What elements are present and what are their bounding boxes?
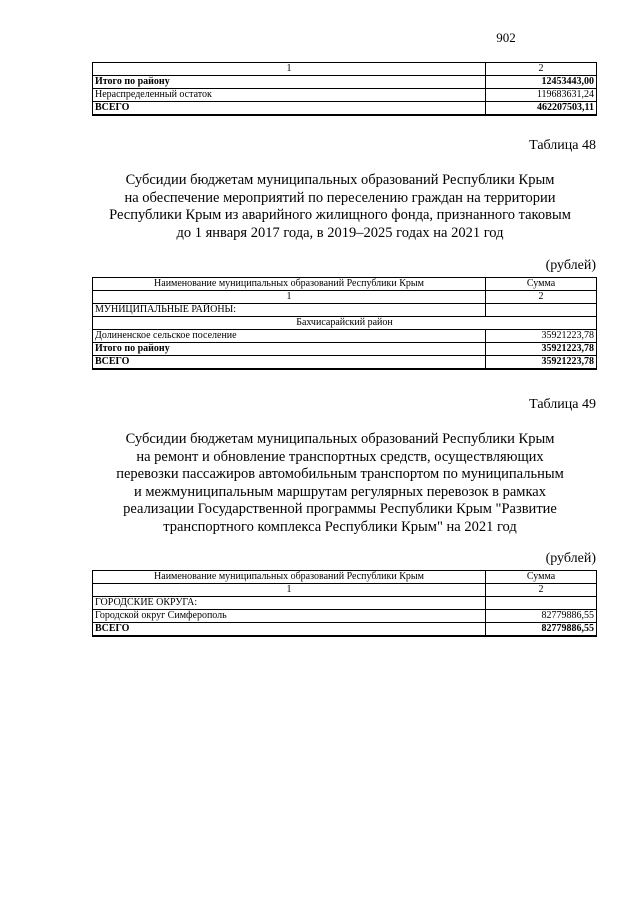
table-49-title — [70, 431, 610, 536]
table-row — [93, 89, 597, 102]
title-line: и межмуниципальным маршрутам регулярных перевозок в рамках — [133, 483, 546, 500]
title-line: на обеспечение мероприятий по переселению граждан на территории — [124, 189, 556, 206]
col-number-2: 2 — [486, 584, 597, 597]
section-label: ГОРОДСКИЕ ОКРУГА: — [93, 597, 486, 610]
table-header — [93, 571, 597, 584]
table-row — [93, 330, 597, 343]
table-48-label: Таблица 48 — [529, 138, 596, 153]
row-name: Долиненское сельское поселение — [93, 330, 486, 343]
row-sum: 462207503,11 — [486, 102, 597, 116]
title-line: на ремонт и обновление транспортных средств, осуществляющих — [136, 448, 544, 465]
table-header-numbers — [93, 291, 597, 304]
table-row — [93, 102, 597, 116]
row-name: ВСЕГО — [93, 102, 486, 116]
title-line: до 1 января 2017 года, в 2019–2025 годах на 2021 год — [176, 224, 504, 241]
table-row — [93, 343, 597, 356]
table-row — [93, 76, 597, 89]
row-sum: 82779886,55 — [486, 610, 597, 623]
table-row — [93, 356, 597, 370]
title-line: Субсидии бюджетам муниципальных образований Республики Крым — [125, 431, 555, 447]
table-header-numbers — [93, 584, 597, 597]
table-49-unit: (рублей) — [545, 551, 596, 566]
row-sum: 119683631,24 — [486, 89, 597, 102]
title-line: Субсидии бюджетам муниципальных образований Республики Крым — [125, 172, 555, 188]
row-name: ВСЕГО — [93, 623, 486, 637]
row-name: Итого по району — [93, 343, 486, 356]
row-sum: 35921223,78 — [486, 356, 597, 370]
row-sum: 35921223,78 — [486, 330, 597, 343]
col-header-name: Наименование муниципальных образований Республики Крым — [93, 278, 486, 291]
table-49-label: Таблица 49 — [529, 397, 596, 412]
table-48-unit: (рублей) — [545, 258, 596, 273]
table-continuation — [92, 62, 597, 116]
table-49 — [92, 570, 597, 637]
row-name: ВСЕГО — [93, 356, 486, 370]
table-header — [93, 278, 597, 291]
empty-cell — [486, 597, 597, 610]
row-sum: 82779886,55 — [486, 623, 597, 637]
col-header-sum: Сумма — [486, 278, 597, 291]
row-sum: 12453443,00 — [486, 76, 597, 89]
col-number-2: 2 — [486, 63, 597, 76]
title-line: реализации Государственной программы Республики Крым "Развитие — [123, 501, 557, 517]
col-header-name: Наименование муниципальных образований Республики Крым — [93, 571, 486, 584]
page-number: 902 — [496, 30, 516, 45]
row-name: Городской округ Симферополь — [93, 610, 486, 623]
title-line: Республики Крым из аварийного жилищного фонда, признанного таковым — [109, 207, 571, 223]
table-48-title — [70, 172, 610, 242]
col-number-1: 1 — [93, 63, 486, 76]
title-line: транспортного комплекса Республики Крым" на 2021 год — [163, 518, 517, 535]
col-number-1: 1 — [93, 291, 486, 304]
district-row — [93, 317, 597, 330]
title-line: перевозки пассажиров автомобильным транспортом по муниципальным — [116, 466, 564, 482]
table-row — [93, 623, 597, 637]
district-label: Бахчисарайский район — [93, 317, 597, 330]
row-sum: 35921223,78 — [486, 343, 597, 356]
row-name: Нераспределенный остаток — [93, 89, 486, 102]
row-name: Итого по району — [93, 76, 486, 89]
col-number-2: 2 — [486, 291, 597, 304]
section-row — [93, 304, 597, 317]
table-48 — [92, 277, 597, 370]
table-row — [93, 610, 597, 623]
col-number-1: 1 — [93, 584, 486, 597]
table-header-numbers — [93, 63, 597, 76]
empty-cell — [486, 304, 597, 317]
section-label: МУНИЦИПАЛЬНЫЕ РАЙОНЫ: — [93, 304, 486, 317]
col-header-sum: Сумма — [486, 571, 597, 584]
section-row — [93, 597, 597, 610]
